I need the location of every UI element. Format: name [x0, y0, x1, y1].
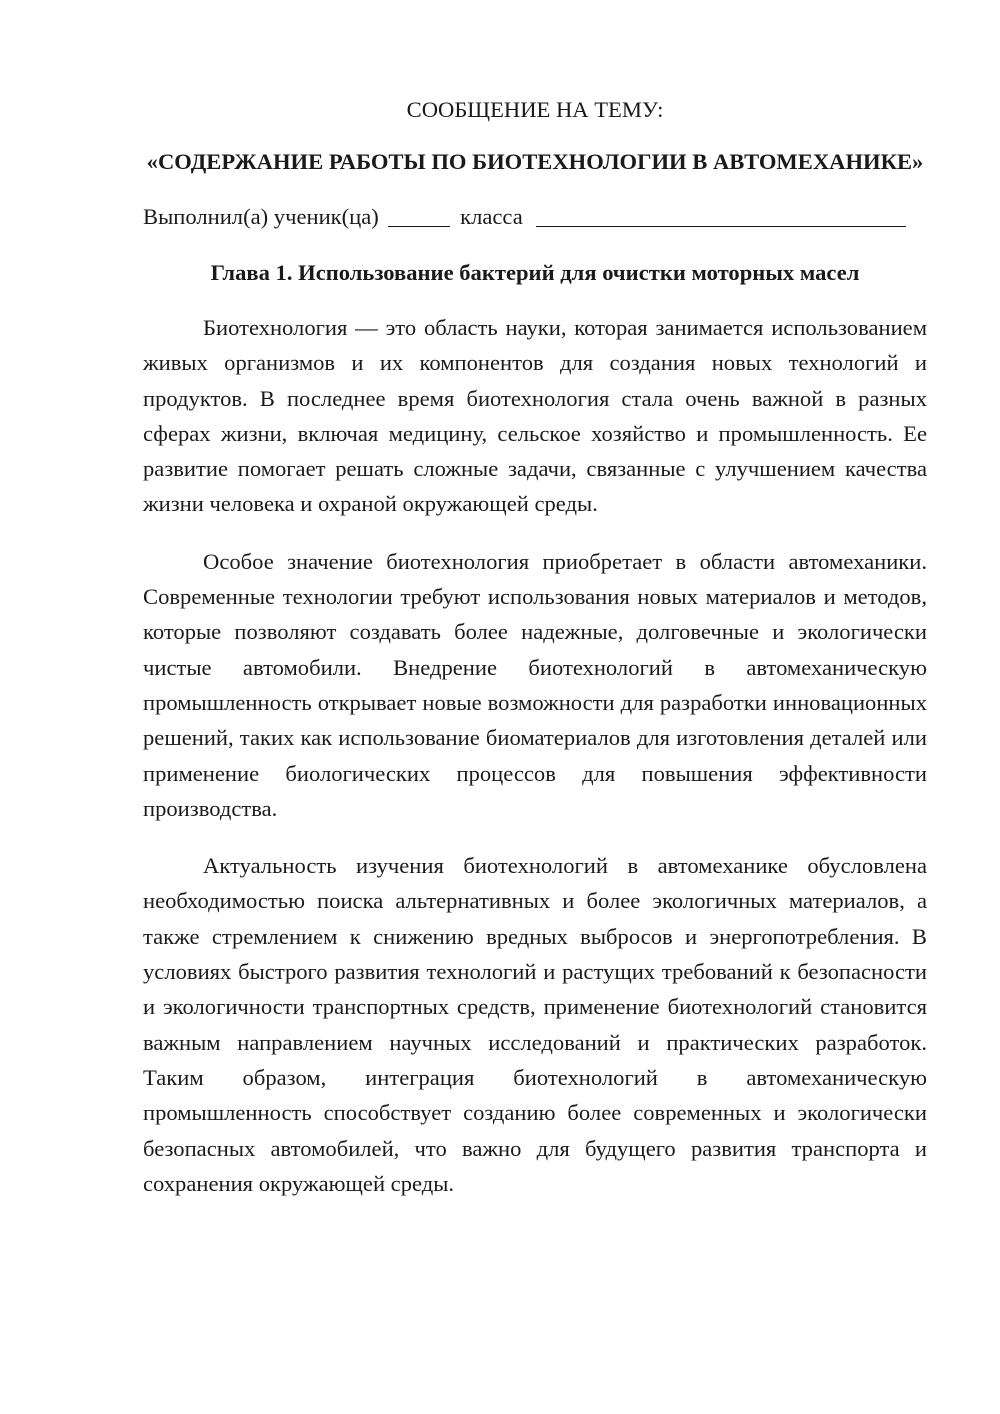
chapter-heading: Глава 1. Использование бактерий для очистки моторных масел [210, 260, 860, 285]
paragraph: Особое значение биотехнология приобретает в области автомеханики. Современные технологии требуют использования новых материалов и методов, которые позволяют создавать более надежные, долговечные и экологически чистые автомобили. Внедрение биотехнологий в автомеханическую промышленность открывает новые возможности для разработки инновационных решений, таких как использование биоматериалов для изготовления деталей или применение биологических процессов для повышения эффективности производства. [143, 548, 927, 821]
document-subtitle: СООБЩЕНИЕ НА ТЕМУ: [406, 97, 664, 122]
performer-line [143, 199, 927, 235]
paragraph: Биотехнология — это область науки, которая занимается использованием живых организмов и их компонентов для создания новых технологий и продуктов. В последнее время биотехнология стала очень важной в разных сферах жизни, включая медицину, сельское хозяйство и промышленность. Ее развитие помогает решать сложные задачи, связанные с улучшением качества жизни человека и охраной окружающей среды. [143, 315, 927, 517]
paragraph: Актуальность изучения биотехнологий в автомеханике обусловлена необходимостью поиска альтернативных и более экологичных материалов, а также стремлением к снижению вредных выбросов и энергопотребления. В условиях быстрого развития технологий и растущих требований к безопасности и экологичности транспортных средств, применение биотехнологий становится важным направлением научных исследований и практических разработок. Таким образом, интеграция биотехнологий в автомеханическую промышленность способствует созданию более современных и экологически безопасных автомобилей, что важно для будущего развития транспорта и сохранения окружающей среды. [143, 853, 927, 1196]
document-title: «СОДЕРЖАНИЕ РАБОТЫ ПО БИОТЕХНОЛОГИИ В АВТОМЕХАНИКЕ» [146, 149, 924, 174]
performer-label: Выполнил(а) ученик(ца) [143, 204, 379, 229]
student-name-blank [536, 204, 906, 227]
class-label: класса [460, 204, 523, 229]
document-page [143, 92, 927, 1201]
class-number-blank [388, 204, 450, 227]
